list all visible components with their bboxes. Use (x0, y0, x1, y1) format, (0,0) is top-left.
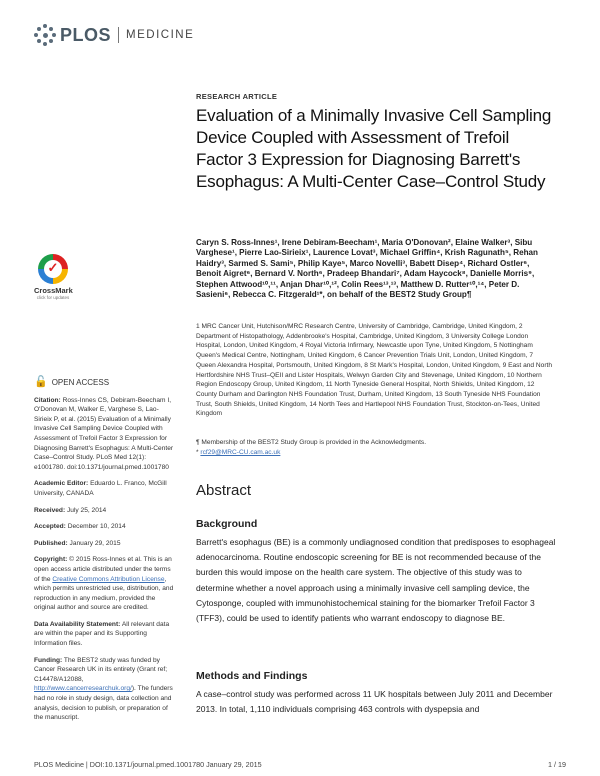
footer-citation: PLOS Medicine | DOI:10.1371/journal.pmed.1001780 January 29, 2015 (34, 760, 262, 769)
copyright-text: © 2015 Ross-Innes et al. This is an open access article distributed under the terms of the (34, 556, 172, 583)
logo-brand: PLOS (60, 24, 112, 45)
open-access-label: OPEN ACCESS (51, 378, 110, 387)
author-list: Caryn S. Ross-Innes¹, Irene Debiram-Beecham¹, Maria O'Donovan², Elaine Walker³, Sibu Varghese¹, Pierre Lao-Sirieix¹, Laurence Lovat³, Michael Griffin⁴, Krish Ragunath⁵, Rehan Haidry³, Sarmed S. Sami⁵, Philip Kaye⁵, Marco Novelli³, Babett Disep⁴, Richard Ostler⁶, Benoit Aigret⁶, Bernard V. North⁶, Pradeep Bhandari⁷, Adam Haycock⁸, Danielle Morris⁹, Stephen Attwood¹⁰,¹¹, Anjan Dhar¹⁰,¹², Colin Rees¹³,¹³, Matthew D. Rutter¹⁰,¹⁴, Peter D. Sasieni⁶, Rebecca C. Fitzgerald¹*, on behalf of the BEST2 Study Group¶ (196, 238, 538, 300)
affiliations: 1 MRC Cancer Unit, Hutchison/MRC Research Centre, University of Cambridge, Cambridge, United Kingdom, 2 Department of Histopathology, Addenbrooke's Hospital, Cambridge, United Kingdom, 3 University College London Hospital, London, United Kingdom, 4 Royal Victoria Infirmary, Newcastle upon Tyne, United Kingdom, 5 Nottingham Queen's Medical Centre, Nottingham, United Kingdom, 6 Cancer Prevention Trials Unit, London, United Kingdom, 7 Queen Alexandra Hospital, Portsmouth, United Kingdom, 8 St Mark's Hospital, London, United Kingdom, 9 East and North Hertfordshire NHS Trust–QEII and Lister Hospitals, Welwyn Garden City and Stevenage, United Kingdom, 10 Northern Region Endoscopy Group, United Kingdom, 11 North Tyneside General Hospital, North Shields, United Kingdom, 12 County Durham and Darlington NHS Foundation Trust, Durham, United Kingdom, 13 South Tyneside NHS Foundation Trust, South Shields, United Kingdom, 14 North Tees and Hartlepool NHS Foundation Trust, Stockton-on-Tees, United Kingdom (196, 323, 553, 418)
page-number: 1 / 19 (548, 760, 566, 769)
received-label: Received: (34, 506, 66, 514)
copyright-text-end: , which permits unrestricted use, distribution, and reproduction in any medium, provided the original author and source are credited. (34, 575, 174, 612)
article-info-sidebar (34, 378, 174, 730)
crossmark-subtitle: click for updates (36, 295, 70, 300)
copyright-block (34, 555, 174, 613)
editor-text: Eduardo L. Franco, McGill University, CANADA (34, 480, 167, 497)
received-block (34, 506, 174, 516)
data-availability-block (34, 620, 174, 649)
logo-divider (118, 27, 119, 43)
funder-link[interactable]: http://www.cancerresearchuk.org/ (34, 685, 132, 693)
open-access-badge (34, 378, 174, 388)
author-notes (196, 438, 554, 457)
membership-note: ¶ Membership of the BEST2 Study Group is provided in the Acknowledgments. (196, 439, 427, 446)
corresponding-mark: * (196, 448, 201, 456)
logo-journal-name: MEDICINE (126, 29, 195, 41)
crossmark-button[interactable] (34, 254, 72, 300)
funding-text-end: ). The funders had no role in study design, data collection and analysis, decision to publish, or preparation of the manuscript. (34, 685, 173, 722)
published-block (34, 539, 174, 549)
methods-section (196, 670, 556, 717)
background-section (196, 518, 556, 626)
corresponding-email-link[interactable]: rcf29@MRC-CU.cam.ac.uk (200, 448, 281, 456)
article-title: Evaluation of a Minimally Invasive Cell Sampling Device Coupled with Assessment of Trefoil Factor 3 Expression for Diagnosing Barrett's Esophagus: A Multi-Center Case–Control Study (196, 106, 552, 191)
plos-medicine-logo (34, 24, 194, 46)
open-lock-icon: 🔓 (34, 376, 48, 388)
license-link[interactable]: Creative Commons Attribution License (52, 575, 165, 583)
methods-text: A case–control study was performed across 11 UK hospitals between July 2011 and December 2013. In total, 1,110 individuals comprising 463 controls with dyspepsia and (196, 689, 553, 715)
abstract-heading: Abstract (196, 482, 252, 499)
published-label: Published: (34, 539, 68, 547)
citation-text: Ross-Innes CS, Debiram-Beecham I, O'Donovan M, Walker E, Varghese S, Lao-Sirieix P, et al. (2015) Evaluation of a Minimally Invasive Cell Sampling Device Coupled with Assessment of Trefoil Factor 3 Expression for Diagnosing Barrett's Esophagus: A Multi-Center Case–Control Study. PLoS Med 12(1): e1001780. doi:10.1371/journal.pmed.1001780 (34, 396, 174, 471)
accepted-text: December 10, 2014 (65, 523, 126, 531)
received-text: July 25, 2014 (65, 506, 107, 514)
methods-heading: Methods and Findings (196, 670, 308, 682)
citation-label: Citation: (34, 396, 61, 404)
editor-label: Academic Editor: (34, 480, 89, 488)
editor-block (34, 479, 174, 498)
data-availability-text: All relevant data are within the paper and its Supporting Information files. (34, 620, 170, 648)
crossmark-icon (38, 254, 68, 284)
funding-label: Funding: (34, 656, 63, 664)
background-heading: Background (196, 518, 258, 530)
background-text: Barrett's esophagus (BE) is a commonly undiagnosed condition that predisposes to esophageal adenocarcinoma. Routine endoscopic screening for BE is not recommended because of the burden this would impose on the health care system. The objective of this study was to determine whether a novel approach using a minimally invasive cell sampling device, the Cytosponge, coupled with immunohistochemical staining for the biomarker Trefoil Factor 3 (TFF3), could be used to identify patients who warrant endoscopy to diagnose BE. (196, 537, 556, 624)
funding-text: The BEST2 study was funded by Cancer Research UK in its entirety (Grant ref; C14478/A12088, (34, 656, 168, 683)
published-text: January 29, 2015 (67, 539, 121, 547)
funding-block (34, 656, 174, 723)
article-type: RESEARCH ARTICLE (196, 92, 278, 101)
accepted-label: Accepted: (34, 523, 66, 531)
plos-logo-icon (34, 24, 56, 46)
page-footer (34, 760, 566, 769)
accepted-block (34, 522, 174, 532)
copyright-label: Copyright: (34, 556, 68, 564)
crossmark-title: CrossMark (34, 286, 73, 295)
citation-block (34, 396, 174, 473)
data-availability-label: Data Availability Statement: (34, 620, 121, 628)
corresponding-author (196, 448, 554, 458)
article-header (196, 92, 554, 193)
